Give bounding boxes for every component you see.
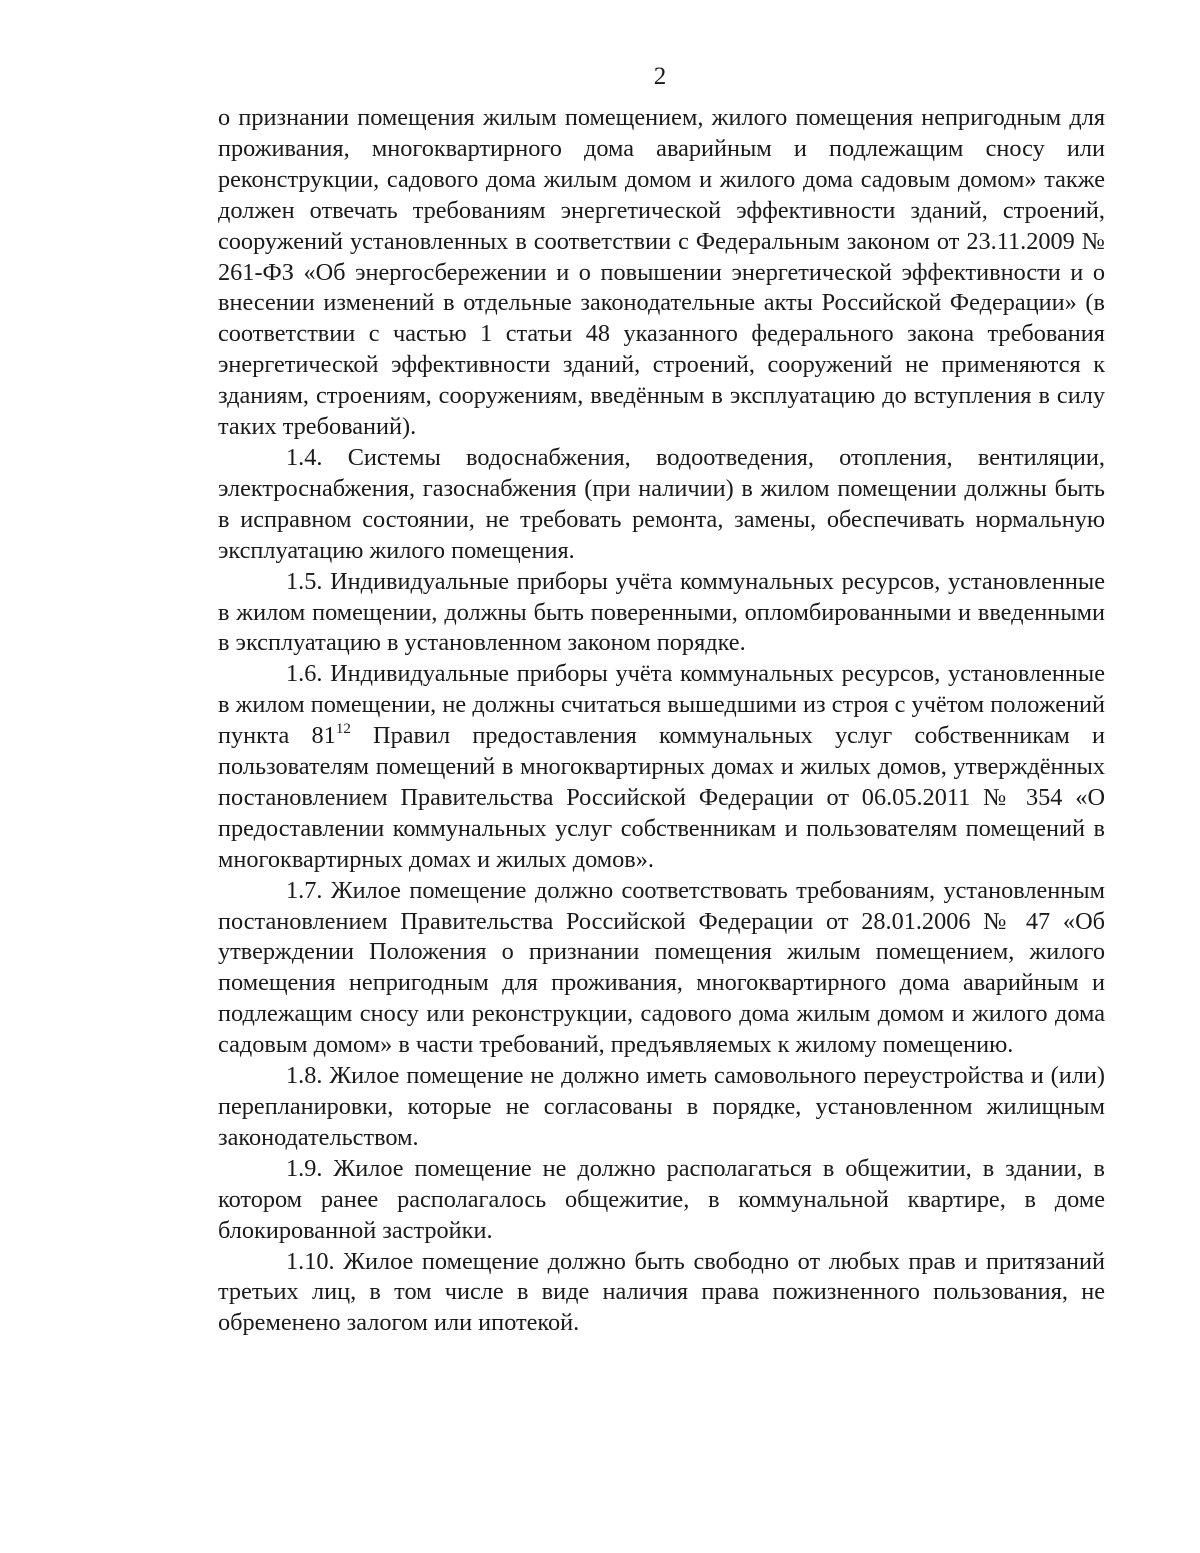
paragraph-1-6 [218,659,1105,875]
paragraph-1-5: 1.5. Индивидуальные приборы учёта коммунальных ресурсов, установленные в жилом помещении, должны быть поверенными, опломбированными и введенными в эксплуатацию в установленном законом порядке. [218,567,1105,657]
paragraph-continuation: о признании помещения жилым помещением, жилого помещения непригодным для проживания, многоквартирного дома аварийным и подлежащим сносу или реконструкции, садового дома жилым домом и жилого дома садовым домом» также должен отвечать требованиям энергетической эффективности зданий, строений, сооружений установленных в соответствии с Федеральным законом от 23.11.2009 № 261-ФЗ «Об энергосбережении и о повышении энергетической эффективности и о внесении изменений в отдельные законодательные акты Российской Федерации» (в соответствии с частью 1 статьи 48 указанного федерального закона требования энергетической эффективности зданий, строений, сооружений не применяются к зданиям, строениям, сооружениям, введённым в эксплуатацию до вступления в силу таких требований). [218,104,1105,441]
document-body [218,103,1105,1339]
paragraph-1-10: 1.10. Жилое помещение должно быть свободно от любых прав и притязаний третьих лиц, в том числе в виде наличия права пожизненного пользования, не обременено залогом или ипотекой. [218,1247,1105,1337]
paragraph-1-4: 1.4. Системы водоснабжения, водоотведения, отопления, вентиляции, электроснабжения, газоснабжения (при наличии) в жилом помещении должны быть в исправном состоянии, не требовать ремонта, замены, обеспечивать нормальную эксплуатацию жилого помещения. [218,443,1105,564]
paragraph-1-9: 1.9. Жилое помещение не должно располагаться в общежитии, в здании, в котором ранее располагалось общежитие, в коммунальной квартире, в доме блокированной застройки. [218,1154,1105,1244]
paragraph-1-6-text-before: 1.6. Индивидуальные приборы учёта коммунальных ресурсов, установленные в жилом помещении, не должны считаться вышедшими из строя с учётом положений пункта 81 [218,660,1105,750]
paragraph-1-8: 1.8. Жилое помещение не должно иметь самовольного переустройства и (или) перепланировки, которые не согласованы в порядке, установленном жилищным законодательством. [218,1062,1105,1151]
page-number: 2 [653,63,667,90]
paragraph-1-6-text-after: Правил предоставления коммунальных услуг собственникам и пользователям помещений в многоквартирных домах и жилых домов, утверждённых постановлением Правительства Российской Федерации от 06.05.2011 № 354 «О предоставлении коммунальных услуг собственникам и пользователям помещений в многоквартирных домах и жилых домов». [218,722,1105,873]
paragraph-1-7: 1.7. Жилое помещение должно соответствовать требованиям, установленным постановлением Правительства Российской Федерации от 28.01.2006 № 47 «Об утверждении Положения о признании помещения жилым помещением, жилого помещения непригодным для проживания, многоквартирного дома аварийным и подлежащим сносу или реконструкции, садового дома жилым домом и жилого дома садовым домом» в части требований, предъявляемых к жилому помещению. [218,876,1105,1059]
footnote-superscript: 12 [335,721,351,738]
